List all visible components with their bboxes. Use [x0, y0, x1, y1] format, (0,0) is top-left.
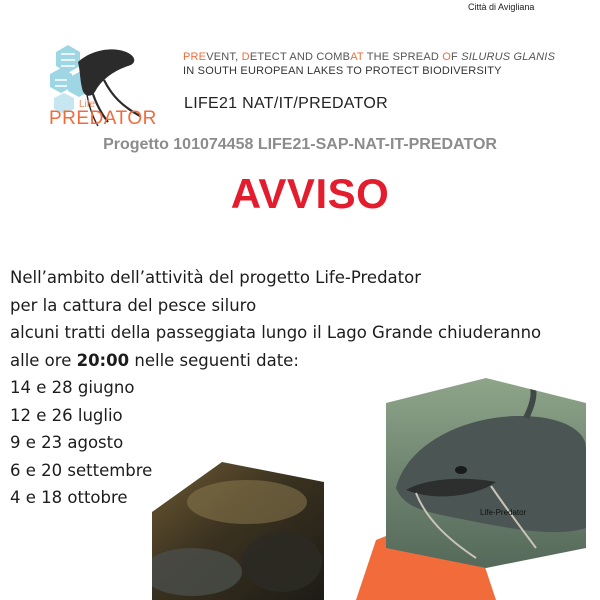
tagline-segment: ETECT AND COMB [249, 51, 351, 63]
date-item: 6 e 20 settembre [10, 460, 153, 480]
project-reference: Progetto 101074458 LIFE21-SAP-NAT-IT-PREDATOR [103, 136, 497, 153]
time-line [10, 347, 541, 375]
date-item: 4 e 18 ottobre [10, 488, 128, 507]
tagline-segment: F [451, 51, 462, 63]
tagline-segment: PRE [183, 51, 207, 63]
notice-title: AVVISO [230, 170, 390, 217]
logo-predator-text: PREDATOR [49, 108, 157, 129]
tagline-segment: THE SPREAD [363, 51, 443, 63]
body-line: alcuni tratti della passeggiata lungo il Lago Grande chiuderanno [10, 323, 542, 342]
closing-time: 20:00 [76, 350, 130, 370]
riverbed-photo [152, 462, 324, 600]
body-line: per la cattura del pesce siluro [10, 295, 257, 315]
tagline-segment: SILURUS GLANIS [461, 51, 556, 63]
body-line: Nell’ambito dell’attività del progetto Life-Predator [10, 268, 422, 287]
logo-life-text: Life [79, 99, 96, 110]
date-item: 12 e 26 luglio [10, 405, 123, 425]
tagline-segment: VENT, [206, 51, 242, 63]
city-name: Città di Avigliana [468, 2, 535, 12]
date-item: 14 e 28 giugno [10, 378, 135, 397]
tagline-line2: IN SOUTH EUROPEAN LAKES TO PROTECT BIODIVERSITY [183, 65, 502, 77]
time-suffix: nelle seguenti date: [129, 350, 299, 370]
tagline-segment: D [241, 51, 250, 63]
photo-watermark: Life-Predator [480, 508, 527, 517]
catfish-photo [386, 378, 586, 568]
project-code: LIFE21 NAT/IT/PREDATOR [184, 95, 388, 112]
tagline-segment: O [442, 51, 452, 63]
time-prefix: alle ore [10, 350, 77, 370]
date-item: 9 e 23 agosto [10, 433, 124, 452]
tagline-line1 [183, 51, 555, 63]
tagline-segment: AT [350, 51, 364, 63]
